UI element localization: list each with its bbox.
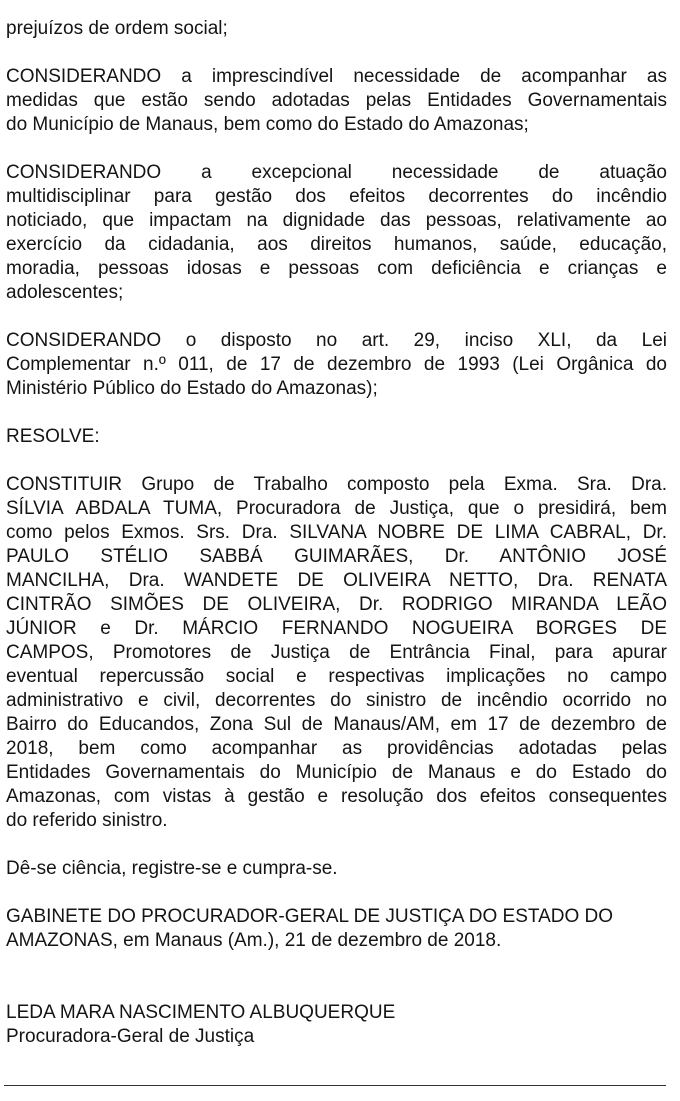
paragraph-considerando-3-line: Ministério Público do Estado do Amazonas); (6, 378, 378, 399)
paragraph-constituir-line: Amazonas, com vistas à gestão e resolução dos efeitos consequentes (6, 786, 667, 807)
paragraph-constituir-line: administrativo e civil, decorrentes do sinistro de incêndio ocorrido no (6, 690, 667, 711)
paragraph-gabinete-line: GABINETE DO PROCURADOR-GERAL DE JUSTIÇA DO ESTADO DO (6, 906, 614, 927)
paragraph-constituir-line: JÚNIOR e Dr. MÁRCIO FERNANDO NOGUEIRA BORGES DE (6, 618, 667, 639)
paragraph-constituir-line: como pelos Exmos. Srs. Dra. SILVANA NOBRE DE LIMA CABRAL, Dr. (6, 522, 667, 543)
paragraph-constituir-line: do referido sinistro. (6, 810, 168, 831)
paragraph-constituir-line: 2018, bem como acompanhar as providências adotadas pelas (6, 738, 667, 759)
paragraph-considerando-2-line: CONSIDERANDO a excepcional necessidade de atuação (6, 162, 667, 183)
paragraph-prejuizos-line: prejuízos de ordem social; (6, 18, 228, 39)
paragraph-constituir-line: CAMPOS, Promotores de Justiça de Entrância Final, para apurar (6, 642, 667, 663)
paragraph-considerando-1-line: do Município de Manaus, bem como do Estado do Amazonas; (6, 114, 529, 135)
paragraph-constituir-line: CINTRÃO SIMÕES DE OLIVEIRA, Dr. RODRIGO MIRANDA LEÃO (6, 594, 667, 615)
footer-divider (4, 1085, 666, 1086)
paragraph-constituir-line: eventual repercussão social e respectivas implicações no campo (6, 666, 667, 687)
paragraph-considerando-2-line: multidisciplinar para gestão dos efeitos decorrentes do incêndio (6, 186, 667, 207)
paragraph-constituir-line: CONSTITUIR Grupo de Trabalho composto pela Exma. Sra. Dra. (6, 474, 667, 495)
paragraph-considerando-2-line: adolescentes; (6, 282, 124, 303)
paragraph-constituir-line: PAULO STÉLIO SABBÁ GUIMARÃES, Dr. ANTÔNIO JOSÉ (6, 546, 667, 567)
paragraph-considerando-2-line: noticiado, que impactam na dignidade das pessoas, relativamente ao (6, 210, 667, 231)
paragraph-considerando-3-line: CONSIDERANDO o disposto no art. 29, inciso XLI, da Lei (6, 330, 667, 351)
paragraph-constituir-line: Entidades Governamentais do Município de Manaus e do Estado do (6, 762, 667, 783)
paragraph-ciencia: Dê-se ciência, registre-se e cumpra-se. (6, 858, 338, 879)
paragraph-considerando-2-line: exercício da cidadania, aos direitos humanos, saúde, educação, (6, 234, 667, 255)
signature-title: Procuradora-Geral de Justiça (6, 1026, 255, 1047)
paragraph-constituir-line: SÍLVIA ABDALA TUMA, Procuradora de Justiça, que o presidirá, bem (6, 498, 667, 519)
paragraph-considerando-2-line: moradia, pessoas idosas e pessoas com deficiência e crianças e (6, 258, 667, 279)
paragraph-constituir-line: MANCILHA, Dra. WANDETE DE OLIVEIRA NETTO, Dra. RENATA (6, 570, 667, 591)
paragraph-gabinete-line: AMAZONAS, em Manaus (Am.), 21 de dezembro de 2018. (6, 930, 502, 951)
paragraph-constituir-line: Bairro do Educandos, Zona Sul de Manaus/AM, em 17 de dezembro de (6, 714, 667, 735)
resolve-heading: RESOLVE: (6, 426, 100, 447)
paragraph-considerando-3-line: Complementar n.º 011, de 17 de dezembro de 1993 (Lei Orgânica do (6, 354, 667, 375)
signature-name: LEDA MARA NASCIMENTO ALBUQUERQUE (6, 1002, 396, 1023)
paragraph-considerando-1-line: CONSIDERANDO a imprescindível necessidade de acompanhar as (6, 66, 667, 87)
paragraph-considerando-1-line: medidas que estão sendo adotadas pelas Entidades Governamentais (6, 90, 667, 111)
